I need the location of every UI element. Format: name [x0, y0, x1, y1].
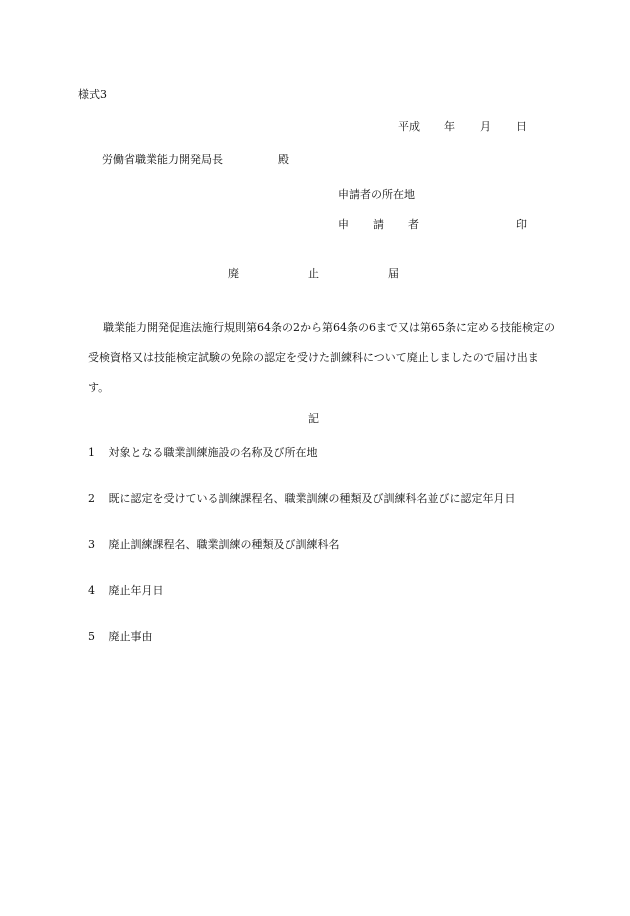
date-era: 平成 — [398, 120, 420, 133]
item-number: 5 — [88, 630, 95, 643]
applicant-char-1: 申 — [338, 218, 349, 231]
applicant-char-2: 請 — [373, 218, 384, 231]
item-number: 3 — [88, 538, 95, 551]
item-number: 2 — [88, 492, 95, 505]
item-text: 対象となる職業訓練施設の名称及び所在地 — [108, 446, 318, 459]
item-text: 廃止訓練課程名、職業訓練の種類及び訓練科名 — [108, 538, 340, 551]
list-item — [88, 536, 340, 552]
addressee-honorific: 殿 — [278, 153, 289, 166]
title-char-1: 廃 — [228, 267, 239, 280]
item-text: 既に認定を受けている訓練課程名、職業訓練の種類及び訓練科名並びに認定年月日 — [108, 492, 516, 505]
seal-mark: 印 — [516, 218, 527, 231]
item-number: 4 — [88, 584, 95, 597]
item-number: 1 — [88, 446, 95, 459]
addressee-name: 労働省職業能力開発局長 — [102, 153, 223, 166]
title-char-3: 届 — [388, 267, 399, 280]
form-label: 様式3 — [78, 88, 107, 101]
list-item — [88, 628, 153, 644]
note-heading: 記 — [308, 412, 319, 425]
applicant-address-label: 申請者の所在地 — [338, 188, 415, 201]
body-text: 職業能力開発促進法施行規則第64条の2から第64条の6まで又は第65条に定める技能検定の受検資格又は技能検定試験の免除の認定を受けた訓練科について廃止しましたので届け出ます。 — [88, 321, 555, 394]
date-day: 日 — [516, 120, 527, 133]
item-text: 廃止事由 — [108, 630, 153, 643]
list-item — [88, 444, 318, 460]
body-paragraph — [88, 313, 558, 403]
list-item — [88, 582, 164, 598]
title-char-2: 止 — [308, 267, 319, 280]
applicant-char-3: 者 — [408, 218, 419, 231]
date-year: 年 — [444, 120, 455, 133]
item-text: 廃止年月日 — [108, 584, 164, 597]
date-month: 月 — [480, 120, 491, 133]
list-item — [88, 490, 516, 506]
